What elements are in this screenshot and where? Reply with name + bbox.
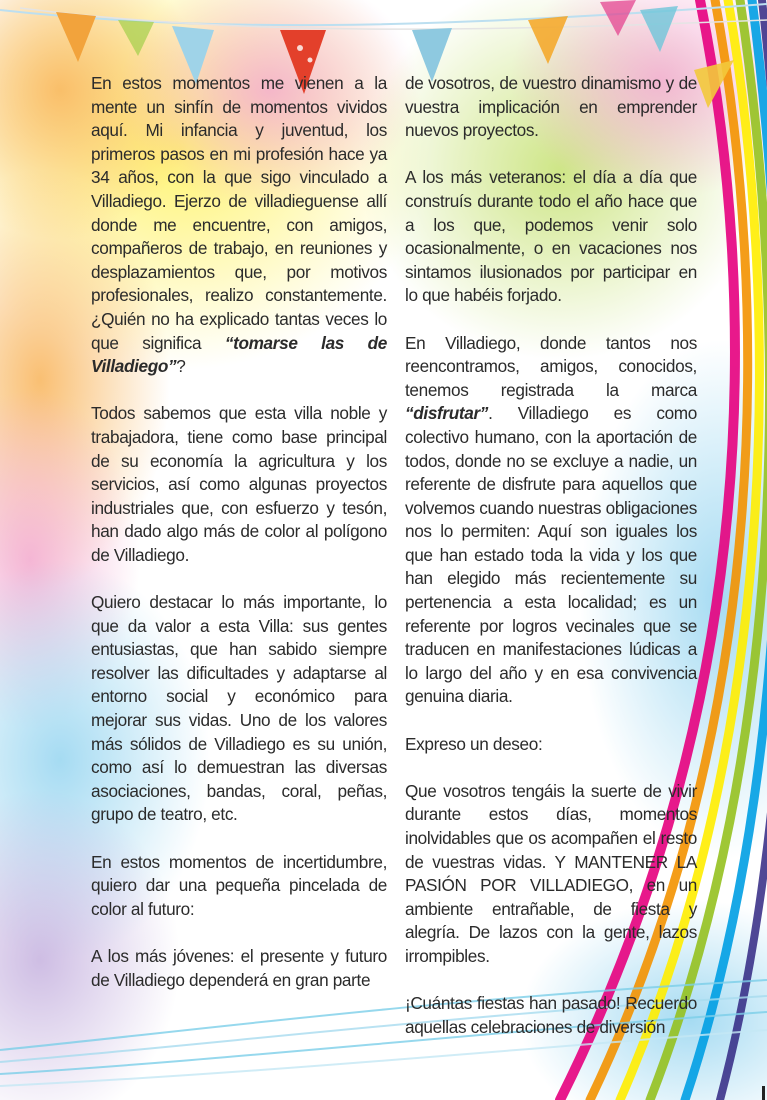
right-paragraph-6: ¡Cuántas fiestas han pasado! Recuerdo aquellas celebraciones de diversión: [405, 993, 697, 1037]
left-paragraph-1: [91, 72, 387, 379]
right-paragraph-1: de vosotros, de vuestro dinamismo y de vuestra implicación en emprender nuevos proyectos.: [405, 73, 697, 141]
emphasized-phrase: “disfrutar”: [405, 403, 489, 424]
right-column: [405, 72, 697, 1063]
right-paragraph-4: Expreso un deseo:: [405, 733, 543, 754]
right-paragraph-2: A los más veteranos: el día a día que construís durante todo el año hace que a los que, podemos venir solo ocasionalmente, o en vacaciones nos sintamos ilusionados por participar en lo que habéis forjado.: [405, 167, 697, 306]
paragraph-text: En estos momentos me vienen a la mente un sinfín de momentos vividos aquí. Mi infancia y juventud, los primeros pasos en mi profesión hace ya 34 años, con la que sigo vinculado a Villadiego. Ejerzo de villadieguense allí donde me encuentre, con amigos, compañeros de trabajo, en reuniones y desplazamientos que, por motivos profesionales, realizo constantemente. ¿Quién no ha explicado tantas veces lo que significa: [91, 73, 387, 353]
left-paragraph-5: A los más jóvenes: el presente y futuro de Villadiego dependerá en gran parte: [91, 945, 387, 990]
right-paragraph-5: Que vosotros tengáis la suerte de vivir durante estos días, momentos inolvidables que os acompañen el resto de vuestras vidas. Y MANTENER LA PASIÓN POR VILLADIEGO, en un ambiente entrañable, de fiesta y alegría. De lazos con la gente, lazos irrompibles.: [405, 780, 697, 966]
paragraph-text: . Villadiego es como colectivo humano, con la aportación de todos, donde no se excluye a nadie, un referente de disfrute para aquellos que volvemos cuando nuestras obligaciones nos lo permiten: Aquí son iguales los que han estado toda la vida y los que han elegido más recientemente su pertenencia a esta localidad; es un referente por logros vecinales que se traducen en manifestaciones lúdicas a lo largo del año y en esa convivencia genuina diaria.: [405, 403, 697, 707]
left-paragraph-3: Quiero destacar lo más importante, lo que da valor a esta Villa: sus gentes entusiastas, que han sabido siempre resolver las dificultades y adaptarse al entorno social y económico para mejorar sus vidas. Uno de los valores más sólidos de Villadiego es su unión, como así lo demuestran las diversas asociaciones, bandas, coral, peñas, grupo de teatro, etc.: [91, 592, 387, 825]
left-paragraph-4: En estos momentos de incertidumbre, quiero dar una pequeña pincelada de color al futuro:: [91, 851, 387, 919]
left-paragraph-2: Todos sabemos que esta villa noble y trabajadora, tiene como base principal de su economía la agricultura y los servicios, así como algunas proyectos industriales que, con esfuerzo y tesón, han dado algo más de color al polígono de Villadiego.: [91, 403, 387, 565]
left-column: [91, 72, 387, 1016]
emphasized-phrase: “tomarse las de Villadiego”: [91, 332, 387, 377]
paragraph-text: ?: [176, 356, 186, 377]
paragraph-text: En Villadiego, donde tantos nos reencontramos, amigos, conocidos, tenemos registrada la marca: [405, 332, 697, 400]
right-paragraph-3: [405, 332, 697, 710]
